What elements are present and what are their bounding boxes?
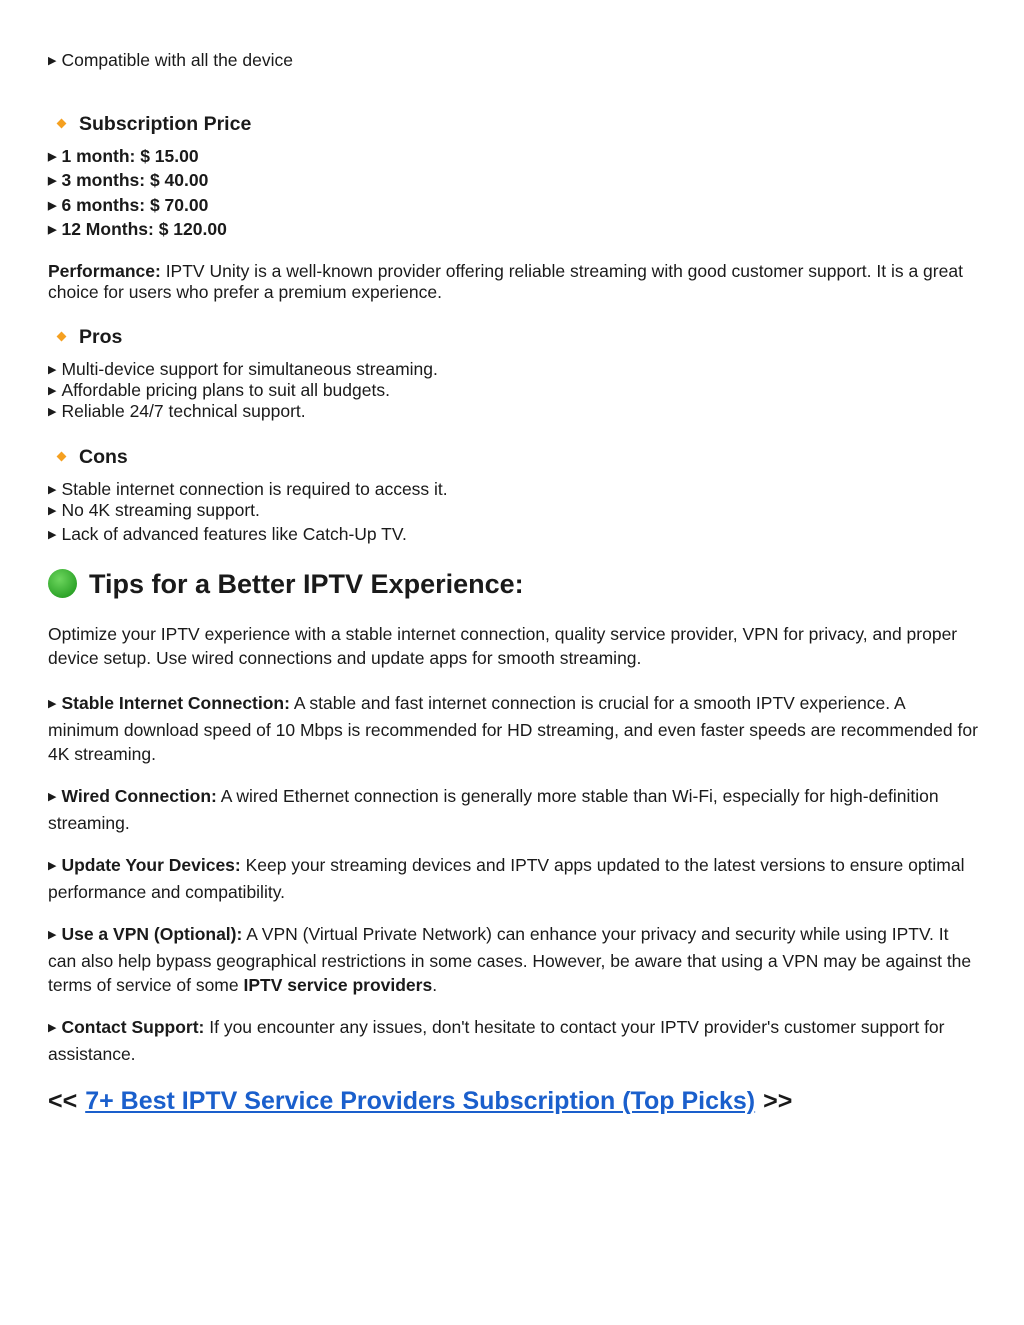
triangle-bullet-icon: ▶	[48, 175, 57, 187]
triangle-bullet-icon: ▶	[48, 505, 57, 517]
cons-heading: Cons	[48, 445, 128, 469]
green-circle-icon	[48, 569, 77, 598]
list-item: ▶ Compatible with all the device	[48, 50, 293, 70]
triangle-bullet-icon: ▶	[48, 860, 57, 872]
triangle-bullet-icon: ▶	[48, 364, 57, 376]
price-item: ▶ 12 Months: $ 120.00	[48, 219, 227, 239]
tip-item: ▶ Update Your Devices: Keep your streaming devices and IPTV apps updated to the latest versions to ensure optimal performance and compatibility.	[48, 855, 965, 902]
subscription-heading: Subscription Price	[48, 112, 251, 136]
performance-paragraph: Performance: IPTV Unity is a well-known provider offering reliable streaming with good customer support. It is a great choice for users who prefer a premium experience.	[48, 261, 963, 302]
pros-item: ▶ Reliable 24/7 technical support.	[48, 401, 306, 421]
tips-heading: Tips for a Better IPTV Experience:	[48, 566, 524, 602]
related-article-link[interactable]: 7+ Best IPTV Service Providers Subscription (Top Picks)	[85, 1087, 756, 1115]
cons-item: ▶ Stable internet connection is required to access it.	[48, 479, 448, 499]
price-item: ▶ 3 months: $ 40.00	[48, 170, 209, 190]
diamond-icon	[57, 332, 67, 342]
diamond-icon	[57, 119, 67, 129]
triangle-bullet-icon: ▶	[48, 1022, 57, 1034]
triangle-bullet-icon: ▶	[48, 698, 57, 710]
triangle-bullet-icon: ▶	[48, 791, 57, 803]
tip-item: ▶ Stable Internet Connection: A stable and fast internet connection is crucial for a smooth IPTV experience. A minimum download speed of 10 Mbps is recommended for HD streaming, and even faster speeds are recommended for 4K streaming.	[48, 693, 978, 764]
triangle-bullet-icon: ▶	[48, 929, 57, 941]
cons-item: ▶ Lack of advanced features like Catch-Up TV.	[48, 524, 407, 544]
triangle-bullet-icon: ▶	[48, 224, 57, 236]
triangle-bullet-icon: ▶	[48, 406, 57, 418]
pros-heading: Pros	[48, 325, 122, 349]
price-item: ▶ 6 months: $ 70.00	[48, 195, 209, 215]
triangle-bullet-icon: ▶	[48, 484, 57, 496]
triangle-bullet-icon: ▶	[48, 151, 57, 163]
tip-item: ▶ Use a VPN (Optional): A VPN (Virtual Private Network) can enhance your privacy and security while using IPTV. It can also help bypass geographical restrictions in some cases. However, be aware that using a VPN may be against the terms of service of some IPTV service providers.	[48, 924, 972, 995]
price-item: ▶ 1 month: $ 15.00	[48, 146, 199, 166]
tip-item: ▶ Wired Connection: A wired Ethernet connection is generally more stable than Wi-Fi, especially for high-definition streaming.	[48, 786, 939, 833]
triangle-bullet-icon: ▶	[48, 55, 57, 67]
tips-intro: Optimize your IPTV experience with a stable internet connection, quality service provider, VPN for privacy, and proper device setup. Use wired connections and update apps for smooth streaming.	[48, 624, 958, 668]
tip-item: ▶ Contact Support: If you encounter any issues, don't hesitate to contact your IPTV provider's customer support for assistance.	[48, 1017, 945, 1064]
triangle-bullet-icon: ▶	[48, 200, 57, 212]
cons-item: ▶ No 4K streaming support.	[48, 500, 260, 520]
pros-item: ▶ Affordable pricing plans to suit all budgets.	[48, 380, 390, 400]
related-link-row: << 7+ Best IPTV Service Providers Subscription (Top Picks) >>	[48, 1087, 793, 1115]
pros-item: ▶ Multi-device support for simultaneous streaming.	[48, 359, 438, 379]
triangle-bullet-icon: ▶	[48, 385, 57, 397]
diamond-icon	[57, 452, 67, 462]
triangle-bullet-icon: ▶	[48, 529, 57, 541]
